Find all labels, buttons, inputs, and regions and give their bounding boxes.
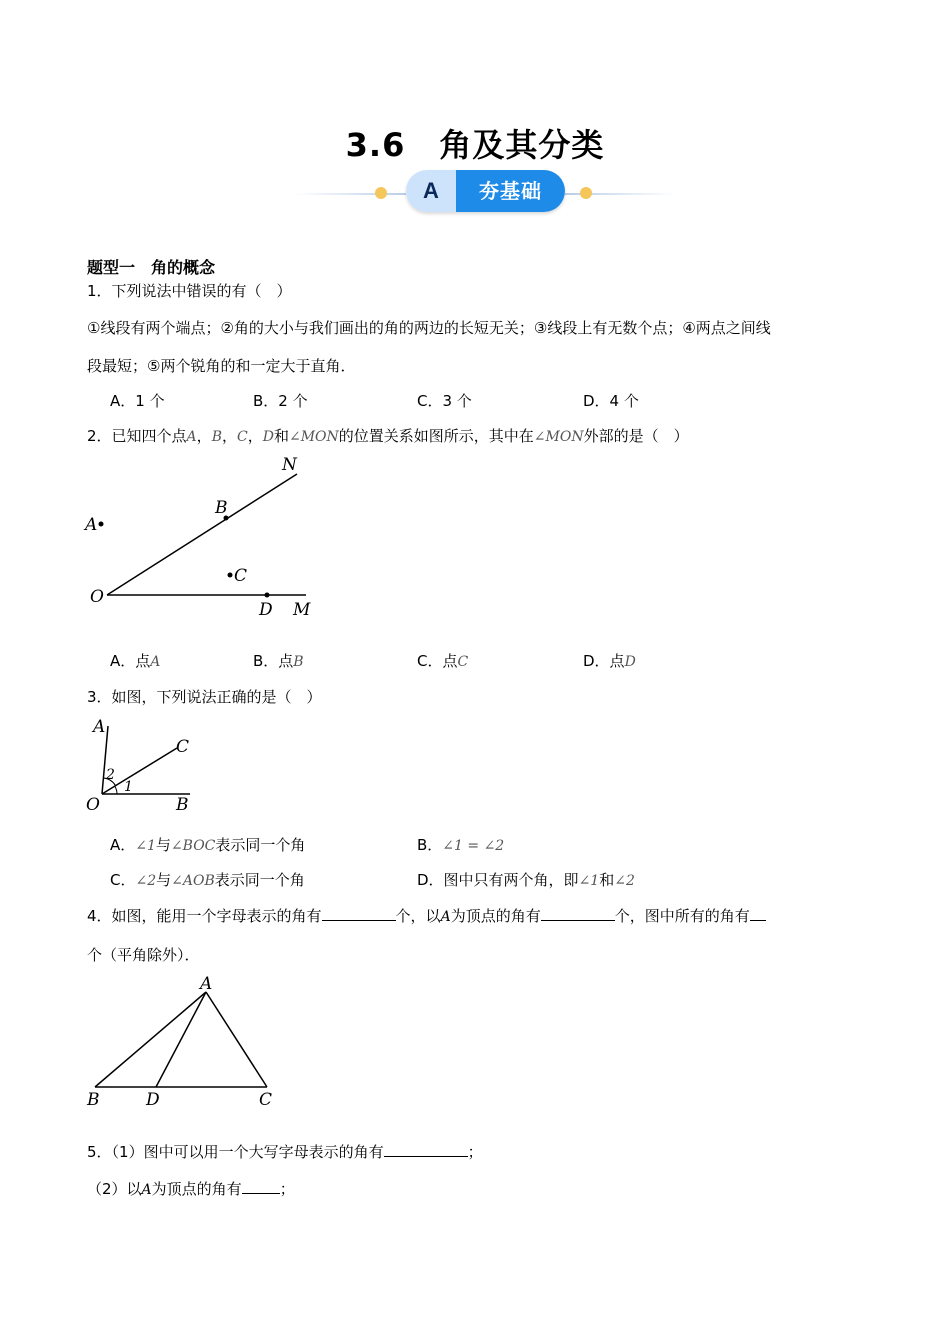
section-heading (87, 255, 215, 278)
q2-dot-d (265, 593, 270, 598)
q5-line1-text: 5．（1）图中可以用一个大写字母表示的角有 (87, 1143, 384, 1161)
q3-option-a-m1: ∠1 (135, 838, 156, 854)
q2-label-n: N (282, 455, 297, 475)
q4-blank-3[interactable] (750, 920, 766, 921)
q2-point-b: B (211, 429, 222, 445)
q3-label-b: B (176, 795, 189, 815)
q2-option-a-math: A (150, 654, 161, 670)
q5-line2-b: 为顶点的角有 (151, 1180, 242, 1198)
q2-label-b: B (215, 498, 228, 518)
q3-label-c: C (176, 737, 190, 757)
q2-label-o: O (90, 587, 104, 607)
q2-angle-2: ∠MON (533, 429, 584, 445)
title-number: 3.6 (345, 126, 406, 164)
q2-label-m: M (293, 600, 311, 620)
q2-stem-d: 外部的是（ ） (583, 427, 689, 445)
q4-line1 (87, 905, 766, 926)
q2-label-d: D (259, 600, 273, 620)
q3-option-a-label: A． (110, 836, 136, 854)
q3-figure (82, 712, 202, 816)
q3-label-1: 1 (124, 779, 133, 795)
q3-option-c-t1: 与 (156, 871, 172, 889)
q2-option-c-label: C．点 (417, 652, 458, 670)
q2-label-c: C (234, 566, 248, 586)
q2-ray-on (107, 474, 297, 595)
q2-sep-3: ， (247, 427, 263, 445)
q4-line2: 个（平角除外）． (87, 946, 200, 964)
badge-label: 夯基础 (456, 170, 565, 212)
q1-option-a: A．1 个 (110, 392, 165, 410)
q2-dot-a (99, 522, 104, 527)
q2-option-d (583, 650, 636, 671)
q4-side-ac (206, 992, 267, 1087)
q2-point-a: A (186, 429, 197, 445)
q2-stem-c: 的位置关系如图所示，其中在 (338, 427, 534, 445)
q3-option-c (110, 869, 305, 890)
q2-option-b (253, 650, 304, 671)
q3-option-b-label: B． (417, 836, 443, 854)
q2-point-c: C (237, 429, 248, 445)
q3-option-b (417, 834, 504, 855)
q4-s4: 个，图中所有的角有 (614, 907, 750, 925)
q3-option-a (110, 834, 305, 855)
q2-label-a: A (85, 515, 98, 535)
q3-option-c-m2: ∠AOB (171, 873, 215, 889)
q1-line2: 段最短；⑤两个锐角的和一定大于直角． (87, 357, 356, 375)
q3-option-b-m1: ∠1 = ∠2 (442, 838, 505, 854)
q3-option-d-m2: ∠2 (614, 873, 635, 889)
deco-dot-right (580, 187, 592, 199)
q4-vertex-a: A (440, 909, 451, 925)
q3-option-d-label: D．图中只有两个角，即 (417, 871, 579, 889)
q2-stem-a: 2．已知四个点 (87, 427, 187, 445)
q3-option-a-m2: ∠BOC (170, 838, 216, 854)
q2-point-d: D (262, 429, 274, 445)
q2-option-d-label: D．点 (583, 652, 625, 670)
q4-label-b: B (87, 1090, 100, 1110)
q1-option-b: B．2 个 (253, 392, 308, 410)
deco-line-left (296, 193, 406, 195)
section-label: 题型一 (87, 258, 136, 277)
q3-option-d-t1: 和 (599, 871, 615, 889)
q1-option-d: D．4 个 (583, 392, 639, 410)
q4-segment-ad (156, 992, 206, 1087)
q4-label-c: C (259, 1090, 273, 1110)
q5-blank-1[interactable] (384, 1156, 468, 1157)
q4-label-a: A (200, 974, 213, 994)
q2-option-d-math: D (624, 654, 636, 670)
q2-option-b-math: B (293, 654, 304, 670)
q1-option-c: C．3 个 (417, 392, 472, 410)
q2-option-b-label: B．点 (253, 652, 294, 670)
q1-stem: 1．下列说法中错误的有（ ） (87, 282, 292, 300)
q2-option-a-label: A．点 (110, 652, 151, 670)
q3-option-c-m1: ∠2 (135, 873, 157, 889)
title-text: 角及其分类 (439, 126, 605, 164)
page-title (0, 120, 950, 166)
badge-letter: A (406, 170, 456, 212)
q3-option-d-m1: ∠1 (578, 873, 600, 889)
q5-line1-end: ； (467, 1143, 483, 1161)
q2-option-c (417, 650, 468, 671)
q4-s3: 为顶点的角有 (450, 907, 541, 925)
q2-option-c-math: C (457, 654, 469, 670)
q4-s2: 个，以 (395, 907, 441, 925)
q2-angle-1: ∠MON (288, 429, 339, 445)
q4-side-ab (95, 992, 206, 1087)
q3-option-a-t2: 表示同一个角 (215, 836, 306, 854)
q5-line2-a: （2）以 (87, 1180, 142, 1198)
q1-line1: ①线段有两个端点；②角的大小与我们画出的角的两边的长短无关；③线段上有无数个点；④两点之间线 (87, 319, 771, 337)
deco-dot-left (375, 187, 387, 199)
q2-sep-1: ， (196, 427, 212, 445)
q2-option-a (110, 650, 160, 671)
q5-blank-2[interactable] (242, 1193, 280, 1194)
q2-stem (87, 425, 689, 446)
q3-option-c-t2: 表示同一个角 (214, 871, 305, 889)
section-name: 角的概念 (151, 258, 216, 277)
q5-line1 (87, 1141, 483, 1162)
q2-figure (80, 450, 330, 625)
q4-figure (82, 968, 282, 1113)
q3-option-a-t1: 与 (155, 836, 171, 854)
q3-option-c-label: C． (110, 871, 136, 889)
section-badge (406, 170, 565, 212)
q3-stem: 3．如图，下列说法正确的是（ ） (87, 688, 322, 706)
q4-label-d: D (146, 1090, 160, 1110)
q3-option-d (417, 869, 635, 890)
q4-blank-1[interactable] (322, 920, 396, 921)
q4-s1: 4．如图，能用一个字母表示的角有 (87, 907, 322, 925)
q3-label-2: 2 (106, 767, 115, 783)
q2-dot-c (228, 573, 233, 578)
q5-line2-end: ； (279, 1180, 295, 1198)
q5-line2 (87, 1178, 295, 1199)
q2-stem-b: 和 (273, 427, 289, 445)
q5-vertex-a: A (141, 1182, 152, 1198)
q3-label-a: A (93, 717, 106, 737)
q4-blank-2[interactable] (541, 920, 615, 921)
q3-label-o: O (86, 795, 100, 815)
q3-arc-1 (115, 786, 117, 794)
q2-sep-2: ， (221, 427, 237, 445)
